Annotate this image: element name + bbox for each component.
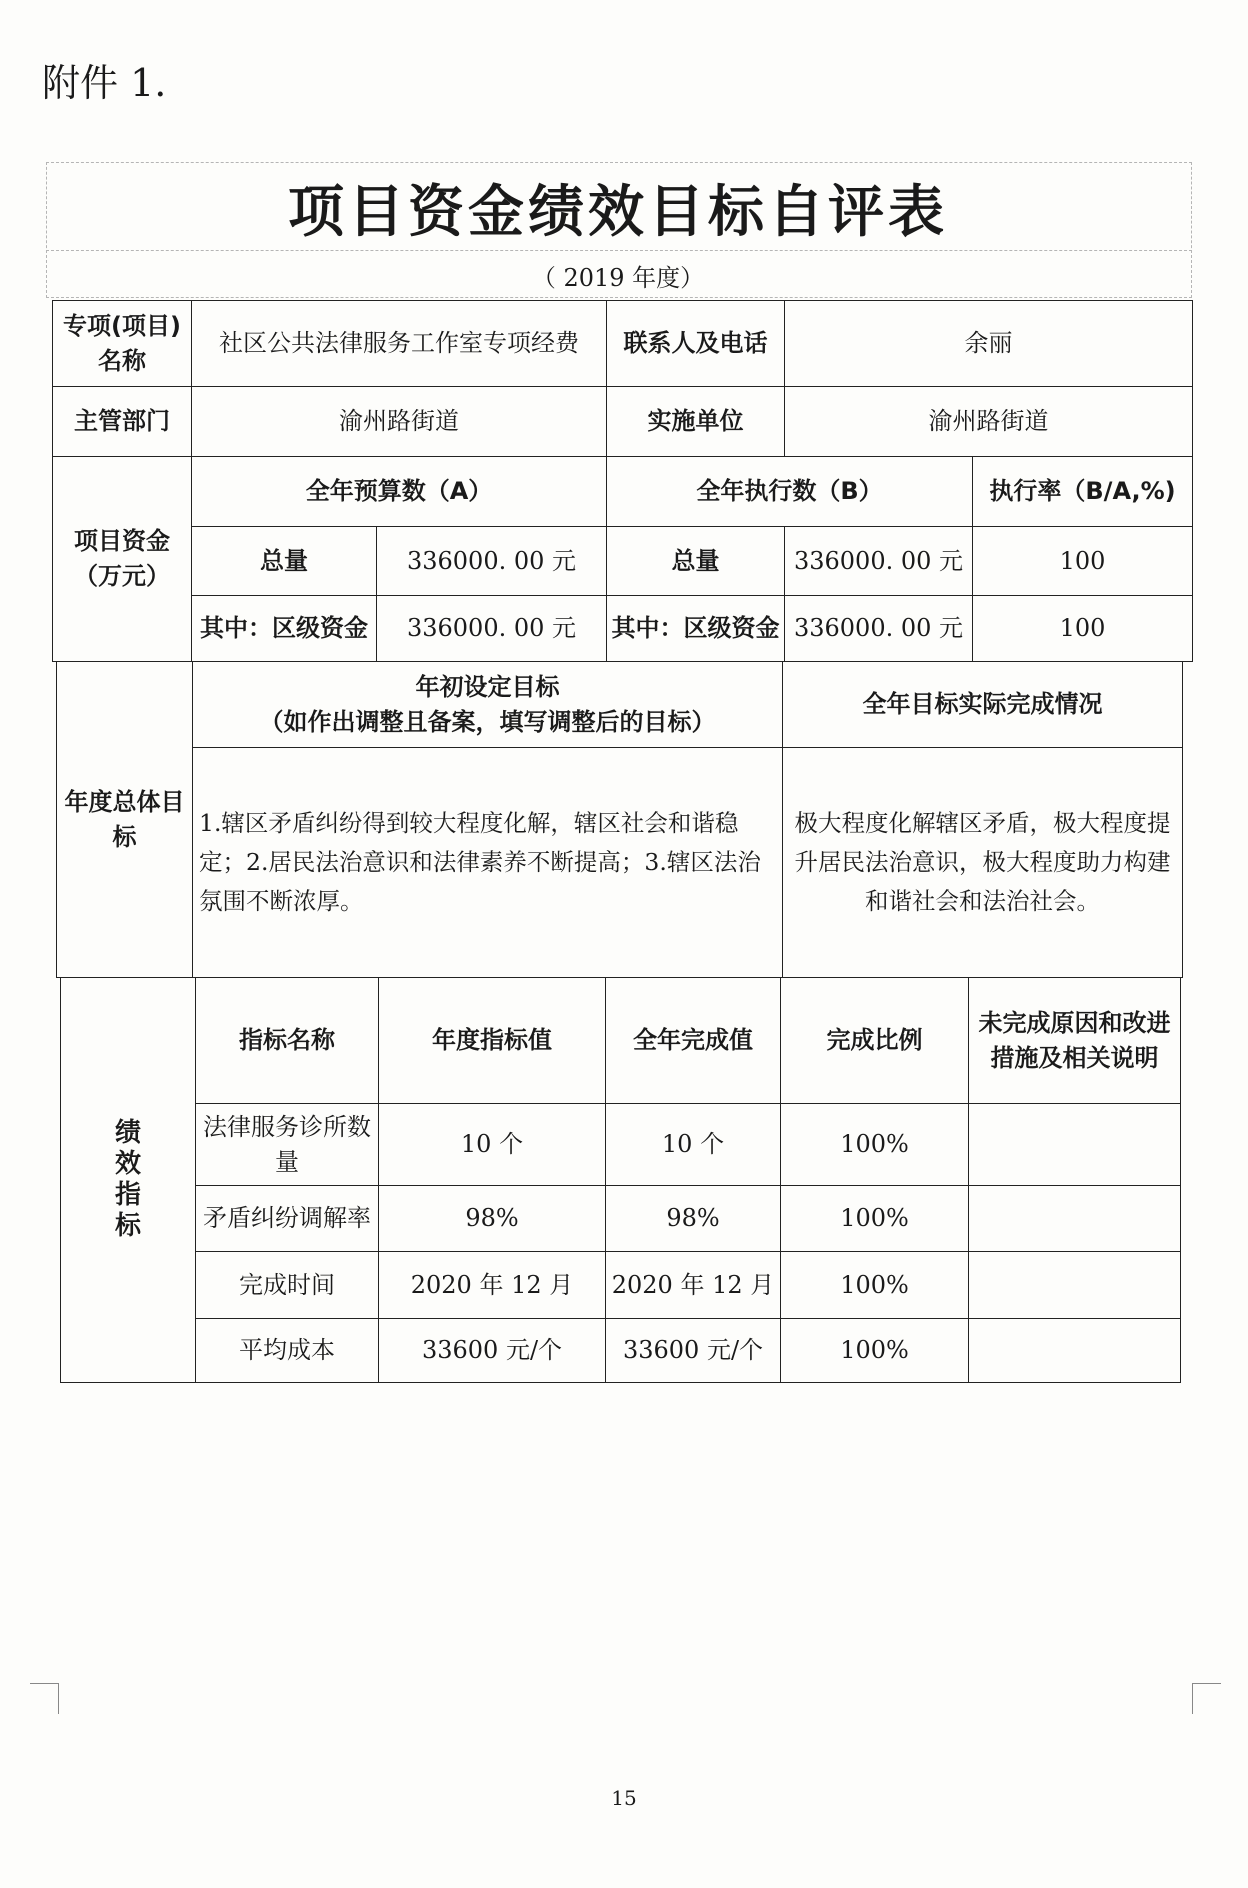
indicator-annual: 98% bbox=[379, 1186, 606, 1252]
rate-total-value: 100 bbox=[973, 527, 1193, 596]
header-name: 指标名称 bbox=[196, 978, 379, 1104]
crop-mark-right bbox=[1192, 1683, 1221, 1714]
rate-header: 执行率（B/A,%) bbox=[973, 457, 1193, 527]
header-reason: 未完成原因和改进措施及相关说明 bbox=[969, 978, 1181, 1104]
contact-label: 联系人及电话 bbox=[607, 301, 785, 387]
dept-value: 渝州路街道 bbox=[192, 387, 607, 457]
page-title: 项目资金绩效目标自评表 bbox=[288, 179, 948, 245]
page-number: 15 bbox=[611, 1786, 637, 1810]
attachment-label: 附件 1. bbox=[42, 61, 167, 105]
initial-goal-header bbox=[193, 662, 783, 748]
initial-goal-text: 1.辖区矛盾纠纷得到较大程度化解，辖区社会和谐稳定；2.居民法治意识和法律素养不断提高；3.辖区法治氛围不断浓厚。 bbox=[193, 748, 783, 978]
indicator-reason bbox=[969, 1186, 1181, 1252]
goals-label: 年度总体目标 bbox=[57, 662, 193, 978]
exec-district-value: 336000. 00 元 bbox=[785, 596, 973, 662]
exec-total-label: 总量 bbox=[607, 527, 785, 596]
rate-district-value: 100 bbox=[973, 596, 1193, 662]
year-label: （ 2019 年度） bbox=[531, 264, 705, 292]
indicator-completed: 2020 年 12 月 bbox=[606, 1252, 781, 1319]
crop-mark-left bbox=[30, 1683, 59, 1714]
exec-total-value: 336000. 00 元 bbox=[785, 527, 973, 596]
impl-label: 实施单位 bbox=[607, 387, 785, 457]
indicator-name: 完成时间 bbox=[196, 1252, 379, 1319]
header-completed: 全年完成值 bbox=[606, 978, 781, 1104]
funds-label: 项目资金（万元） bbox=[53, 457, 192, 662]
contact-value: 余丽 bbox=[785, 301, 1193, 387]
budget-district-value: 336000. 00 元 bbox=[377, 596, 607, 662]
actual-goal-header: 全年目标实际完成情况 bbox=[783, 662, 1183, 748]
initial-goal-header-line2: （如作出调整且备案，填写调整后的目标） bbox=[259, 707, 716, 736]
indicators-label: 绩效指标 bbox=[114, 1117, 141, 1242]
indicator-ratio: 100% bbox=[781, 1252, 969, 1319]
indicator-ratio: 100% bbox=[781, 1319, 969, 1383]
indicator-annual: 33600 元/个 bbox=[379, 1319, 606, 1383]
indicators-label-cell bbox=[61, 978, 196, 1383]
budget-header: 全年预算数（A） bbox=[192, 457, 607, 527]
exec-header: 全年执行数（B） bbox=[607, 457, 973, 527]
indicator-ratio: 100% bbox=[781, 1186, 969, 1252]
table-goals bbox=[56, 661, 1183, 978]
indicator-name: 平均成本 bbox=[196, 1319, 379, 1383]
indicator-name: 矛盾纠纷调解率 bbox=[196, 1186, 379, 1252]
indicator-completed: 33600 元/个 bbox=[606, 1319, 781, 1383]
budget-total-label: 总量 bbox=[192, 527, 377, 596]
table-row bbox=[61, 1319, 1181, 1383]
table-indicators bbox=[60, 977, 1181, 1383]
table-row bbox=[61, 1186, 1181, 1252]
dept-label: 主管部门 bbox=[53, 387, 192, 457]
initial-goal-header-line1: 年初设定目标 bbox=[415, 672, 560, 701]
project-name-label: 专项(项目)名称 bbox=[53, 301, 192, 387]
table-basic-funds bbox=[52, 300, 1193, 662]
header-annual: 年度指标值 bbox=[379, 978, 606, 1104]
indicator-completed: 98% bbox=[606, 1186, 781, 1252]
indicator-name: 法律服务诊所数量 bbox=[196, 1104, 379, 1186]
indicator-reason bbox=[969, 1252, 1181, 1319]
indicator-reason bbox=[969, 1319, 1181, 1383]
indicator-reason bbox=[969, 1104, 1181, 1186]
table-row bbox=[61, 1104, 1181, 1186]
budget-district-label: 其中：区级资金 bbox=[192, 596, 377, 662]
header-ratio: 完成比例 bbox=[781, 978, 969, 1104]
indicator-annual: 10 个 bbox=[379, 1104, 606, 1186]
indicator-ratio: 100% bbox=[781, 1104, 969, 1186]
impl-value: 渝州路街道 bbox=[785, 387, 1193, 457]
project-name-value: 社区公共法律服务工作室专项经费 bbox=[192, 301, 607, 387]
exec-district-label: 其中：区级资金 bbox=[607, 596, 785, 662]
budget-total-value: 336000. 00 元 bbox=[377, 527, 607, 596]
table-row bbox=[61, 1252, 1181, 1319]
indicator-completed: 10 个 bbox=[606, 1104, 781, 1186]
indicator-annual: 2020 年 12 月 bbox=[379, 1252, 606, 1319]
actual-goal-text: 极大程度化解辖区矛盾，极大程度提升居民法治意识，极大程度助力构建和谐社会和法治社会。 bbox=[783, 748, 1183, 978]
